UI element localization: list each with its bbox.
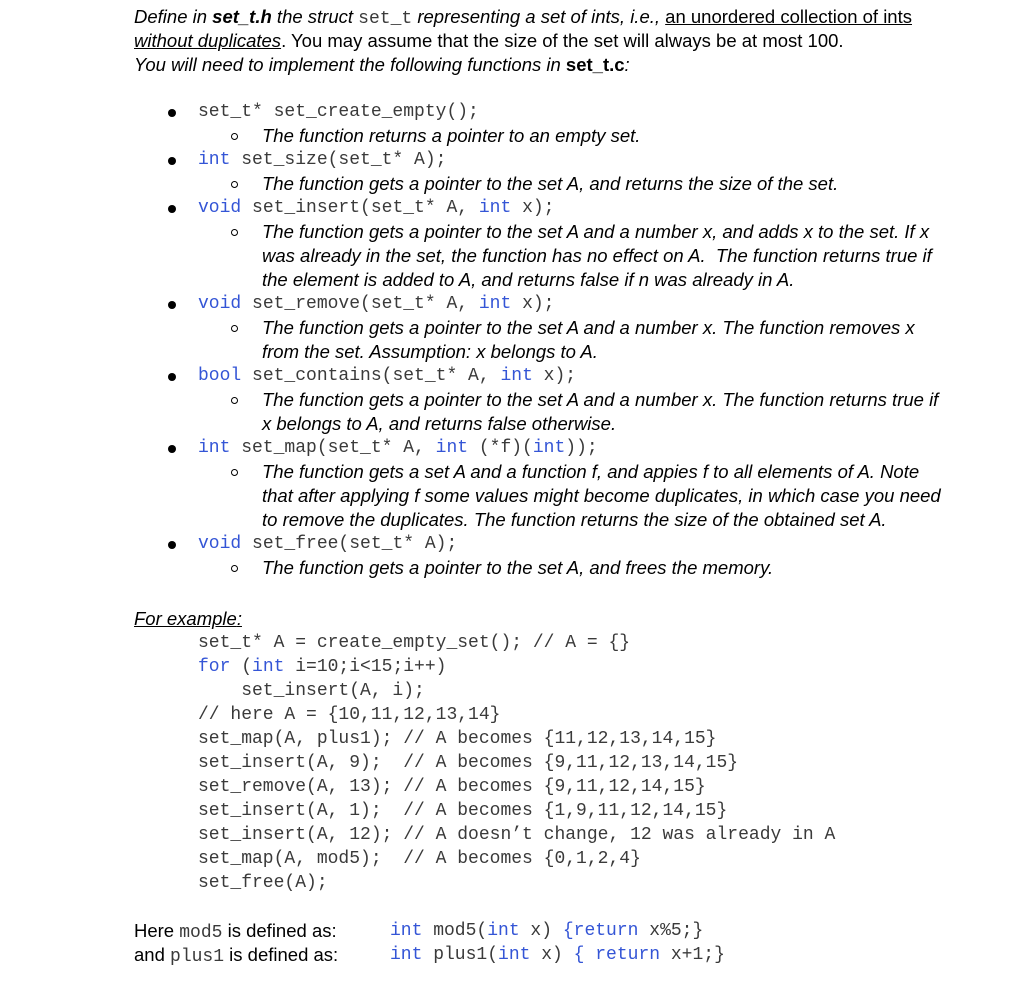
definition-code: int mod5(int x) {return x%5;} bbox=[390, 921, 704, 941]
example-code-line: set_t* A = create_empty_set(); // A = {} bbox=[198, 633, 631, 653]
function-description-line: that after applying f some values might become duplicates, in which case you need bbox=[262, 485, 941, 506]
bullet-icon bbox=[168, 157, 176, 165]
function-description-line: The function gets a pointer to the set A and a number x. The function removes x bbox=[262, 317, 915, 338]
example-heading: For example: bbox=[134, 608, 242, 629]
example-code-line: set_free(A); bbox=[198, 873, 328, 893]
sub-bullet-icon bbox=[231, 133, 238, 140]
bullet-icon bbox=[168, 445, 176, 453]
function-description-line: to remove the duplicates. The function returns the size of the obtained set A. bbox=[262, 509, 887, 530]
sub-bullet-icon bbox=[231, 325, 238, 332]
top-cut-underline bbox=[210, 0, 820, 4]
function-description-line: The function gets a pointer to the set A and a number x. The function returns true if bbox=[262, 389, 939, 410]
function-description-line: x belongs to A, and returns false otherwise. bbox=[262, 413, 617, 434]
function-signature: void set_remove(set_t* A, int x); bbox=[198, 294, 555, 314]
definition-label: Here mod5 is defined as: bbox=[134, 920, 337, 943]
intro-line-3: You will need to implement the following functions in set_t.c: bbox=[134, 54, 630, 75]
sub-bullet-icon bbox=[231, 565, 238, 572]
definition-code: int plus1(int x) { return x+1;} bbox=[390, 945, 725, 965]
function-signature: int set_map(set_t* A, int (*f)(int)); bbox=[198, 438, 598, 458]
function-description-line: was already in the set, the function has no effect on A. The function returns true if bbox=[262, 245, 932, 266]
function-description-line: The function returns a pointer to an empty set. bbox=[262, 125, 641, 146]
function-description-line: The function gets a pointer to the set A, and returns the size of the set. bbox=[262, 173, 839, 194]
function-signature: void set_free(set_t* A); bbox=[198, 534, 458, 554]
function-description-line: The function gets a set A and a function f, and appies f to all elements of A. Note bbox=[262, 461, 920, 482]
example-code-line: set_insert(A, 9); // A becomes {9,11,12,13,14,15} bbox=[198, 753, 739, 773]
function-description-line: The function gets a pointer to the set A, and frees the memory. bbox=[262, 557, 774, 578]
intro-line-1: Define in set_t.h the struct set_t representing a set of ints, i.e., an unordered collection of ints bbox=[134, 6, 912, 29]
bullet-icon bbox=[168, 373, 176, 381]
example-code-line: set_map(A, plus1); // A becomes {11,12,13,14,15} bbox=[198, 729, 717, 749]
sub-bullet-icon bbox=[231, 469, 238, 476]
function-signature: set_t* set_create_empty(); bbox=[198, 102, 479, 122]
example-code-line: // here A = {10,11,12,13,14} bbox=[198, 705, 501, 725]
function-description-line: The function gets a pointer to the set A and a number x, and adds x to the set. If x bbox=[262, 221, 930, 242]
example-code-line: set_insert(A, 1); // A becomes {1,9,11,12,14,15} bbox=[198, 801, 728, 821]
sub-bullet-icon bbox=[231, 229, 238, 236]
example-code-line: set_map(A, mod5); // A becomes {0,1,2,4} bbox=[198, 849, 641, 869]
definition-label: and plus1 is defined as: bbox=[134, 944, 339, 967]
function-signature: bool set_contains(set_t* A, int x); bbox=[198, 366, 577, 386]
sub-bullet-icon bbox=[231, 397, 238, 404]
example-code-line: set_insert(A, 12); // A doesn’t change, 12 was already in A bbox=[198, 825, 836, 845]
example-code-line: for (int i=10;i<15;i++) bbox=[198, 657, 447, 677]
sub-bullet-icon bbox=[231, 181, 238, 188]
function-description-line: from the set. Assumption: x belongs to A. bbox=[262, 341, 598, 362]
bullet-icon bbox=[168, 109, 176, 117]
example-code-line: set_remove(A, 13); // A becomes {9,11,12,14,15} bbox=[198, 777, 706, 797]
function-description-line: the element is added to A, and returns false if n was already in A. bbox=[262, 269, 795, 290]
bullet-icon bbox=[168, 301, 176, 309]
bullet-icon bbox=[168, 205, 176, 213]
intro-line-2: without duplicates. You may assume that the size of the set will always be at most 100. bbox=[134, 30, 844, 51]
function-signature: int set_size(set_t* A); bbox=[198, 150, 447, 170]
function-signature: void set_insert(set_t* A, int x); bbox=[198, 198, 555, 218]
bullet-icon bbox=[168, 541, 176, 549]
example-code-line: set_insert(A, i); bbox=[198, 681, 425, 701]
